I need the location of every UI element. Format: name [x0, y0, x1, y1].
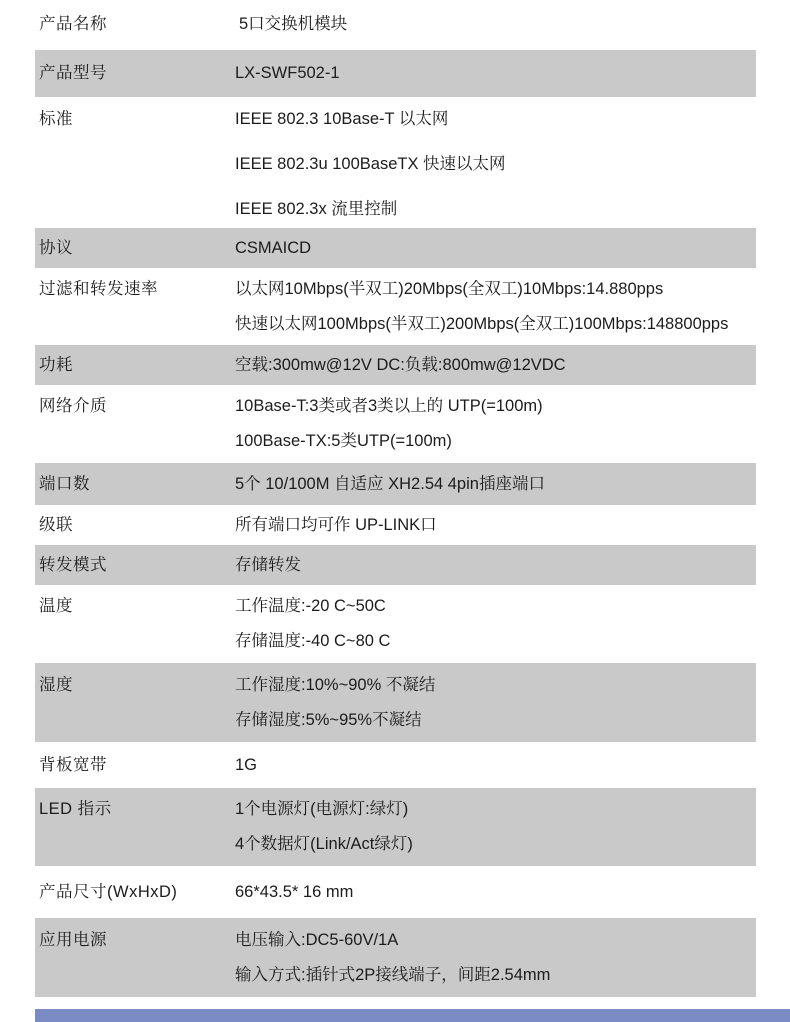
spec-row-product-model	[35, 50, 756, 97]
row-label: 湿度	[39, 676, 73, 694]
row-label: 背板宽带	[39, 756, 107, 774]
spec-row-protocol	[35, 228, 756, 268]
row-label: 产品型号	[39, 64, 107, 82]
row-label: 转发模式	[39, 556, 107, 574]
row-value: 快速以太网100Mbps(半双工)200Mbps(全双工)100Mbps:148800pps	[235, 315, 729, 333]
row-value: 存储湿度:5%~95%不凝结	[235, 711, 422, 729]
row-value: 以太网10Mbps(半双工)20Mbps(全双工)10Mbps:14.880pps	[235, 280, 664, 298]
row-value: IEEE 802.3u 100BaseTX 快速以太网	[235, 155, 506, 173]
row-value: 66*43.5* 16 mm	[235, 883, 354, 901]
row-value: 5个 10/100M 自适应 XH2.54 4pin插座端口	[235, 475, 545, 493]
spec-row-standards	[35, 97, 756, 228]
row-label: 标准	[39, 110, 73, 128]
row-label: 产品名称	[39, 15, 107, 33]
row-value: IEEE 802.3x 流里控制	[235, 200, 398, 218]
spec-row-power-consumption	[35, 345, 756, 385]
row-label: LED 指示	[39, 800, 112, 818]
spec-row-backplane-bandwidth	[35, 742, 756, 788]
row-label: 过滤和转发速率	[39, 280, 158, 298]
row-value: 工作湿度:10%~90% 不凝结	[235, 676, 436, 694]
row-label: 级联	[39, 516, 73, 534]
spec-row-product-name	[35, 0, 756, 50]
row-value: 100Base-TX:5类UTP(=100m)	[235, 432, 452, 450]
spec-row-forwarding-mode	[35, 545, 756, 585]
row-value: 电压输入:DC5-60V/1A	[235, 931, 399, 949]
row-value: CSMAICD	[235, 239, 312, 257]
bottom-banner	[35, 1009, 790, 1022]
row-value: IEEE 802.3 10Base-T 以太网	[235, 110, 449, 128]
spec-row-cascade	[35, 505, 756, 545]
row-value: 1个电源灯(电源灯:绿灯)	[235, 800, 409, 818]
spec-row-power-supply	[35, 918, 756, 997]
row-label: 协议	[39, 239, 73, 257]
row-value: 工作温度:-20 C~50C	[235, 597, 386, 615]
spec-row-forwarding-rate	[35, 268, 756, 345]
spec-row-temperature	[35, 585, 756, 663]
row-value: 存储温度:-40 C~80 C	[235, 632, 391, 650]
spec-row-port-count	[35, 463, 756, 505]
spec-row-dimensions	[35, 866, 756, 918]
row-label: 应用电源	[39, 931, 107, 949]
spec-row-led-indicators	[35, 788, 756, 866]
row-label: 网络介质	[39, 397, 107, 415]
row-value: 空载:300mw@12V DC:负载:800mw@12VDC	[235, 356, 566, 374]
row-value: 存储转发	[235, 556, 301, 574]
row-value: 4个数据灯(Link/Act绿灯)	[235, 835, 413, 853]
row-value: 1G	[235, 756, 258, 774]
row-value: 所有端口均可作 UP-LINK口	[235, 516, 437, 534]
row-label: 端口数	[39, 475, 90, 493]
row-label: 产品尺寸(WxHxD)	[39, 883, 178, 901]
row-value: LX-SWF502-1	[235, 64, 340, 82]
row-value: 10Base-T:3类或者3类以上的 UTP(=100m)	[235, 397, 543, 415]
row-label: 温度	[39, 597, 73, 615]
spec-row-humidity	[35, 663, 756, 742]
spec-table	[35, 0, 756, 997]
row-value: 输入方式:插针式2P接线端子，间距2.54mm	[235, 966, 551, 984]
spec-row-network-media	[35, 385, 756, 463]
row-label: 功耗	[39, 356, 73, 374]
row-value: 5口交换机模块	[239, 15, 348, 33]
